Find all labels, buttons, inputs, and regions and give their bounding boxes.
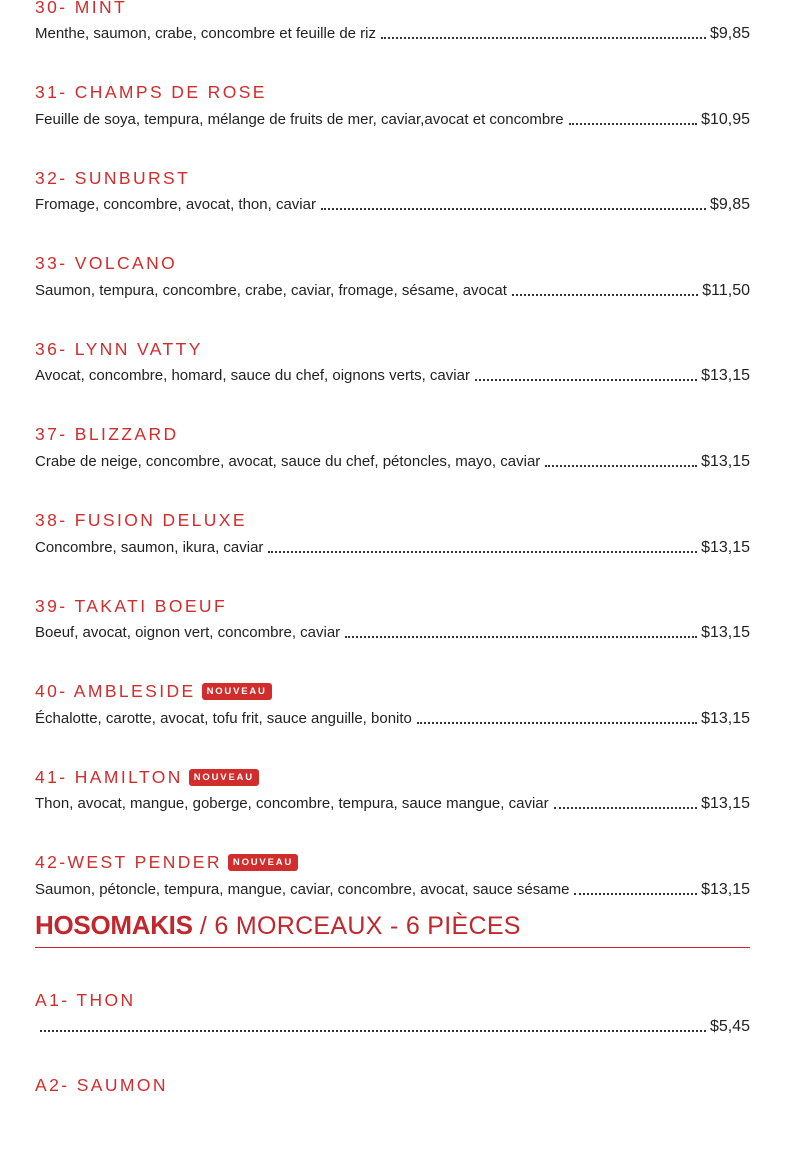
section-header-hosomakis (35, 910, 750, 948)
menu-item-description: Avocat, concombre, homard, sauce du chef, oignons verts, caviar (35, 367, 470, 385)
menu-item (35, 593, 750, 671)
menu-item-description: Saumon, tempura, concombre, crabe, caviar, fromage, sésame, avocat (35, 281, 507, 299)
menu-item-description: Thon, avocat, mangue, goberge, concombre, tempura, sauce mangue, caviar (35, 795, 549, 813)
menu-item-price: $13,15 (701, 538, 750, 556)
dot-leader (512, 294, 698, 296)
dot-leader (321, 208, 706, 210)
new-badge: NOUVEAU (202, 683, 272, 700)
dot-leader (574, 893, 697, 895)
menu-item-name: 37- BLIZZARD (35, 424, 179, 445)
menu-item-name: 42-WEST PENDER (35, 852, 222, 873)
menu-item (35, 987, 750, 1065)
menu-item-name: 30- MINT (35, 0, 128, 17)
menu-item-line (35, 277, 750, 301)
menu-item-price: $11,50 (702, 281, 750, 299)
menu-item-description: Fromage, concombre, avocat, thon, caviar (35, 196, 316, 214)
dot-leader (569, 123, 697, 125)
menu-item-name: 39- TAKATI BOEUF (35, 595, 228, 616)
menu-item-title-row (35, 508, 750, 534)
menu-item-name: 38- FUSION DELUXE (35, 510, 247, 531)
menu-item (35, 508, 750, 586)
menu-item-title-row (35, 850, 750, 876)
menu-item-description: Concombre, saumon, ikura, caviar (35, 538, 264, 556)
hosomakis-menu-list (35, 979, 750, 1150)
menu-item-description: Boeuf, avocat, oignon vert, concombre, caviar (35, 624, 341, 642)
menu-item (35, 679, 750, 757)
menu-item (35, 1073, 750, 1150)
dot-leader (417, 722, 697, 724)
menu-item-description: Saumon, pétoncle, tempura, mangue, caviar, concombre, avocat, sauce sésame (35, 880, 570, 898)
menu-item-name: A2- SAUMON (35, 1075, 168, 1096)
menu-item-price: $13,15 (701, 795, 750, 813)
dot-leader (545, 465, 697, 467)
menu-item-line (35, 362, 750, 386)
menu-item-title-row (35, 1073, 750, 1099)
menu-item-line (35, 1013, 750, 1037)
dot-leader (554, 807, 697, 809)
menu-item-price: $13,15 (701, 880, 750, 898)
menu-item-title-row (35, 593, 750, 619)
menu-item-name: 40- AMBLESIDE (35, 681, 196, 702)
menu-item-title-row (35, 422, 750, 448)
menu-item-title-row (35, 80, 750, 106)
menu-item-description: Échalotte, carotte, avocat, tofu frit, sauce anguille, bonito (35, 709, 412, 727)
menu-item-name: 32- SUNBURST (35, 167, 191, 188)
menu-item-line (35, 876, 750, 900)
dot-leader (268, 551, 697, 553)
menu-item-price: $5,45 (709, 1018, 750, 1035)
dot-leader (475, 379, 697, 381)
menu-item-line (35, 191, 750, 215)
menu-item-price: $10,95 (701, 110, 750, 128)
menu-item-title-row (35, 764, 750, 790)
menu-item-line (35, 619, 750, 643)
dot-leader (40, 1030, 706, 1032)
menu-item-title-row (35, 0, 750, 20)
menu-item-line (35, 534, 750, 558)
menu-item-title-row (35, 165, 750, 191)
menu-item-description: Crabe de neige, concombre, avocat, sauce du chef, pétoncles, mayo, caviar (35, 452, 541, 470)
menu-item-title-row (35, 336, 750, 362)
menu-item (35, 764, 750, 842)
menu-item-price: $13,15 (701, 367, 750, 385)
menu-item-title-row (35, 251, 750, 277)
menu-item-name: A1- THON (35, 989, 136, 1010)
menu-item (35, 422, 750, 500)
menu-item-name: 33- VOLCANO (35, 253, 178, 274)
menu-item-price: $13,15 (701, 624, 750, 642)
rolls-menu-list (35, 0, 750, 928)
menu-item-name: 41- HAMILTON (35, 766, 183, 787)
menu-item-line (35, 20, 750, 44)
menu-item (35, 80, 750, 158)
menu-item-price: $13,15 (701, 452, 750, 470)
menu-item-title-row (35, 987, 750, 1013)
menu-item (35, 0, 750, 72)
section-subtitle: / 6 MORCEAUX - 6 PIÈCES (192, 912, 521, 940)
menu-item (35, 336, 750, 414)
menu-item-price: $9,85 (709, 196, 750, 214)
dot-leader (345, 636, 697, 638)
menu-item-line (35, 106, 750, 130)
new-badge: NOUVEAU (228, 854, 298, 871)
menu-item-title-row (35, 679, 750, 705)
menu-item-line (35, 448, 750, 472)
menu-item-name: 36- LYNN VATTY (35, 338, 203, 359)
menu-item (35, 251, 750, 329)
menu-item-price: $13,15 (701, 709, 750, 727)
menu-item-name: 31- CHAMPS DE ROSE (35, 82, 267, 103)
dot-leader (381, 37, 706, 39)
menu-item-description: Menthe, saumon, crabe, concombre et feuille de riz (35, 25, 377, 42)
menu-item-description: Feuille de soya, tempura, mélange de fruits de mer, caviar,avocat et concombre (35, 110, 564, 128)
new-badge: NOUVEAU (189, 769, 259, 786)
menu-item (35, 165, 750, 243)
menu-item-line (35, 790, 750, 814)
menu-item-line (35, 705, 750, 729)
section-title: HOSOMAKIS (35, 910, 193, 940)
menu-item-price: $9,85 (709, 25, 750, 42)
